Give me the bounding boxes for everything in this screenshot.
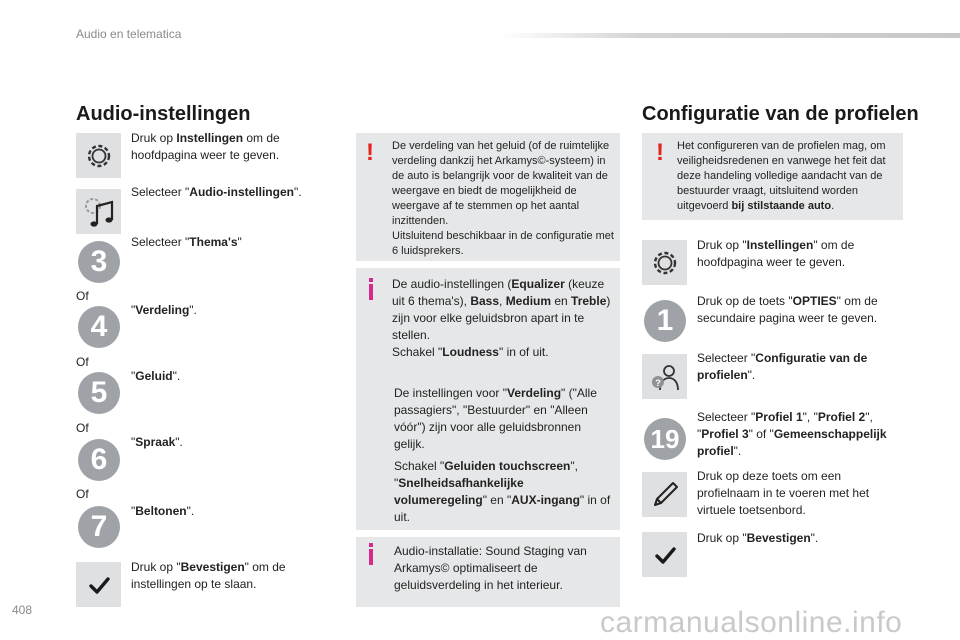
- step-2-text: Selecteer "Audio-instellingen".: [131, 185, 302, 199]
- warning-icon: !: [366, 139, 374, 166]
- info-text-1: De audio-instellingen (Equalizer (keuze uit 6 thema's), Bass, Medium en Treble) zijn voor elke geluidsbron apart in te stellen. Schakel "Loudness" in of uit.: [392, 277, 611, 359]
- profiles-title: Configuratie van de profielen: [642, 103, 919, 125]
- step-6-text: "Spraak".: [131, 435, 183, 449]
- or-label: Of: [76, 487, 89, 501]
- step-confirm-text: Druk op "Bevestigen" om de instellingen op te slaan.: [131, 560, 286, 591]
- or-label: Of: [76, 289, 89, 303]
- step-4-text: "Verdeling".: [131, 303, 197, 317]
- step-number-1: 1: [644, 300, 686, 342]
- gear-icon: [642, 240, 687, 285]
- step-number-5: 5: [78, 372, 120, 414]
- checkmark-icon: [642, 532, 687, 577]
- gear-icon: [76, 133, 121, 178]
- step-number-7: 7: [78, 506, 120, 548]
- profiles-warning-panel: [642, 133, 903, 220]
- info-panel: [356, 268, 620, 530]
- svg-text:?: ?: [654, 377, 661, 388]
- warning-text: De verdeling van het geluid (of de ruimtelijke verdeling dankzij het Arkamys©-systeem) in de auto is belangrijk voor de kwaliteit van de weergave en biedt de mogelijkheid de weergave af te stemmen op het aantal inzittenden. Uitsluitend beschikbaar in de configuratie met 6 luidsprekers.: [392, 140, 614, 257]
- audio-settings-title: Audio-instellingen: [76, 103, 251, 125]
- or-label: Of: [76, 355, 89, 369]
- warning-panel: [356, 133, 620, 261]
- warning-icon: !: [656, 139, 664, 166]
- step-number-19: 19: [644, 418, 686, 460]
- profile-question-icon: [642, 354, 687, 399]
- r-step-5-text: Druk op deze toets om een profielnaam in te voeren met het virtuele toetsenbord.: [697, 469, 870, 517]
- checkmark-icon: [76, 562, 121, 607]
- step-5-text: "Geluid".: [131, 369, 181, 383]
- gear-music-icon: [76, 189, 121, 234]
- r-step-6-text: Druk op "Bevestigen".: [697, 531, 819, 545]
- info-icon: [369, 549, 373, 565]
- info-text-3: Schakel "Geluiden touchscreen", "Snelheidsafhankelijke volumeregeling" en "AUX-ingang" in of uit.: [394, 459, 611, 524]
- r-step-1-text: Druk op "Instellingen" om de hoofdpagina weer te geven.: [697, 238, 855, 269]
- step-number-6: 6: [78, 439, 120, 481]
- step-number-4: 4: [78, 306, 120, 348]
- step-1-text: Druk op Instellingen om de hoofdpagina weer te geven.: [131, 131, 280, 162]
- header-bar: [500, 33, 960, 38]
- step-3-text: Selecteer "Thema's": [131, 235, 242, 249]
- r-step-4-text: Selecteer "Profiel 1", "Profiel 2", "Profiel 3" of "Gemeenschappelijk profiel".: [697, 410, 887, 458]
- section-header: Audio en telematica: [76, 27, 182, 41]
- or-label: Of: [76, 421, 89, 435]
- step-7-text: "Beltonen".: [131, 504, 195, 518]
- r-step-3-text: Selecteer "Configuratie van de profielen".: [697, 351, 868, 382]
- info-panel-2: [356, 537, 620, 607]
- info-text-4: Audio-installatie: Sound Staging van Arkamys© optimaliseert de geluidsverdeling in het interieur.: [394, 544, 587, 592]
- page-number: 408: [12, 603, 33, 617]
- pencil-icon: [642, 472, 687, 517]
- info-text-2: De instellingen voor "Verdeling" ("Alle passagiers", "Bestuurder" en "Alleen vóór") zijn voor alle geluidsbronnen gelijk.: [394, 386, 597, 451]
- profiles-warning-text: Het configureren van de profielen mag, om veiligheidsredenen en vanwege het feit dat deze handeling volledige aandacht van de bestuurder vraagt, uitsluitend worden uitgevoerd bij stilstaande auto.: [677, 140, 886, 212]
- watermark: carmanualsonline.info: [600, 606, 903, 639]
- info-icon: [369, 284, 373, 300]
- step-number-3: 3: [78, 241, 120, 283]
- r-step-2-text: Druk op de toets "OPTIES" om de secundaire pagina weer te geven.: [697, 294, 878, 325]
